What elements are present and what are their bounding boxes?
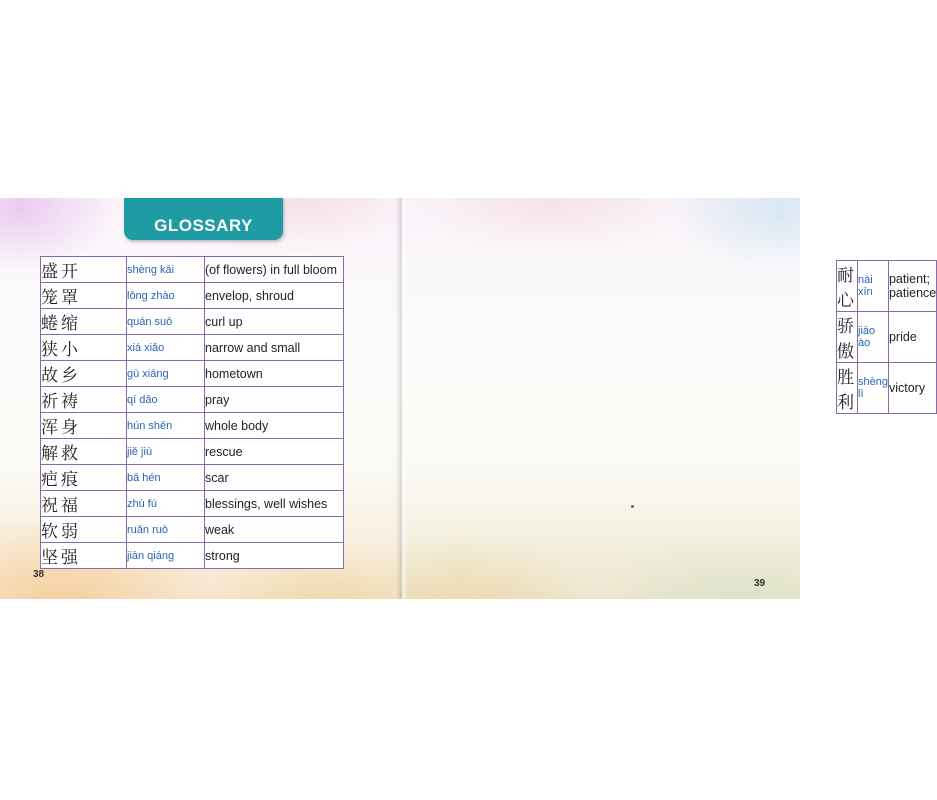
- glossary-row: [41, 413, 344, 439]
- glossary-pinyin: qí dǎo: [127, 387, 205, 413]
- glossary-english: (of flowers) in full bloom: [205, 257, 344, 283]
- glossary-english: rescue: [205, 439, 344, 465]
- glossary-english: pride: [888, 312, 936, 363]
- glossary-pinyin: nài xīn: [858, 261, 889, 312]
- left-page: [0, 198, 400, 599]
- glossary-hanzi: 疤痕: [41, 465, 127, 491]
- glossary-hanzi: 软弱: [41, 517, 127, 543]
- book-spread: [0, 198, 937, 599]
- glossary-english: blessings, well wishes: [205, 491, 344, 517]
- glossary-english: curl up: [205, 309, 344, 335]
- glossary-row: [41, 491, 344, 517]
- glossary-hanzi: 解救: [41, 439, 127, 465]
- glossary-hanzi: 盛开: [41, 257, 127, 283]
- glossary-english: pray: [205, 387, 344, 413]
- glossary-row: [837, 312, 937, 363]
- glossary-hanzi: 笼罩: [41, 283, 127, 309]
- glossary-row: [41, 387, 344, 413]
- glossary-row: [41, 465, 344, 491]
- glossary-title: GLOSSARY: [124, 198, 283, 240]
- glossary-pinyin: jiāo ào: [858, 312, 889, 363]
- glossary-pinyin: shèng kāi: [127, 257, 205, 283]
- glossary-table-left: [40, 256, 344, 569]
- glossary-english: narrow and small: [205, 335, 344, 361]
- glossary-hanzi: 故乡: [41, 361, 127, 387]
- glossary-pinyin: quán suō: [127, 309, 205, 335]
- book-gutter: [396, 198, 408, 599]
- glossary-pinyin: shèng lì: [858, 363, 889, 414]
- glossary-english: weak: [205, 517, 344, 543]
- paper-speck: [631, 505, 634, 508]
- glossary-table-right: [836, 260, 937, 414]
- glossary-row: [41, 257, 344, 283]
- glossary-pinyin: hún shēn: [127, 413, 205, 439]
- glossary-pinyin: ruǎn ruò: [127, 517, 205, 543]
- glossary-pinyin: jiān qiáng: [127, 543, 205, 569]
- glossary-english: whole body: [205, 413, 344, 439]
- glossary-pinyin: bā hén: [127, 465, 205, 491]
- right-page: [400, 198, 937, 599]
- glossary-english: envelop, shroud: [205, 283, 344, 309]
- glossary-english: patient; patience: [888, 261, 936, 312]
- glossary-hanzi: 骄傲: [837, 312, 858, 363]
- glossary-english: victory: [888, 363, 936, 414]
- glossary-hanzi: 祝福: [41, 491, 127, 517]
- glossary-hanzi: 耐心: [837, 261, 858, 312]
- glossary-row: [41, 309, 344, 335]
- glossary-hanzi: 狭小: [41, 335, 127, 361]
- glossary-english: hometown: [205, 361, 344, 387]
- glossary-row: [41, 335, 344, 361]
- glossary-hanzi: 浑身: [41, 413, 127, 439]
- glossary-english: scar: [205, 465, 344, 491]
- page-number-left: 38: [33, 569, 45, 580]
- glossary-row: [41, 361, 344, 387]
- glossary-pinyin: xiá xiǎo: [127, 335, 205, 361]
- glossary-row: [41, 517, 344, 543]
- glossary-english: strong: [205, 543, 344, 569]
- glossary-hanzi: 坚强: [41, 543, 127, 569]
- glossary-row: [41, 283, 344, 309]
- glossary-pinyin: jiě jiù: [127, 439, 205, 465]
- glossary-hanzi: 蜷缩: [41, 309, 127, 335]
- page-number-right: 39: [754, 578, 766, 589]
- glossary-pinyin: gù xiāng: [127, 361, 205, 387]
- glossary-hanzi: 祈祷: [41, 387, 127, 413]
- glossary-pinyin: zhù fú: [127, 491, 205, 517]
- glossary-row: [837, 363, 937, 414]
- glossary-row: [837, 261, 937, 312]
- glossary-hanzi: 胜利: [837, 363, 858, 414]
- glossary-row: [41, 543, 344, 569]
- glossary-row: [41, 439, 344, 465]
- glossary-pinyin: lǒng zhào: [127, 283, 205, 309]
